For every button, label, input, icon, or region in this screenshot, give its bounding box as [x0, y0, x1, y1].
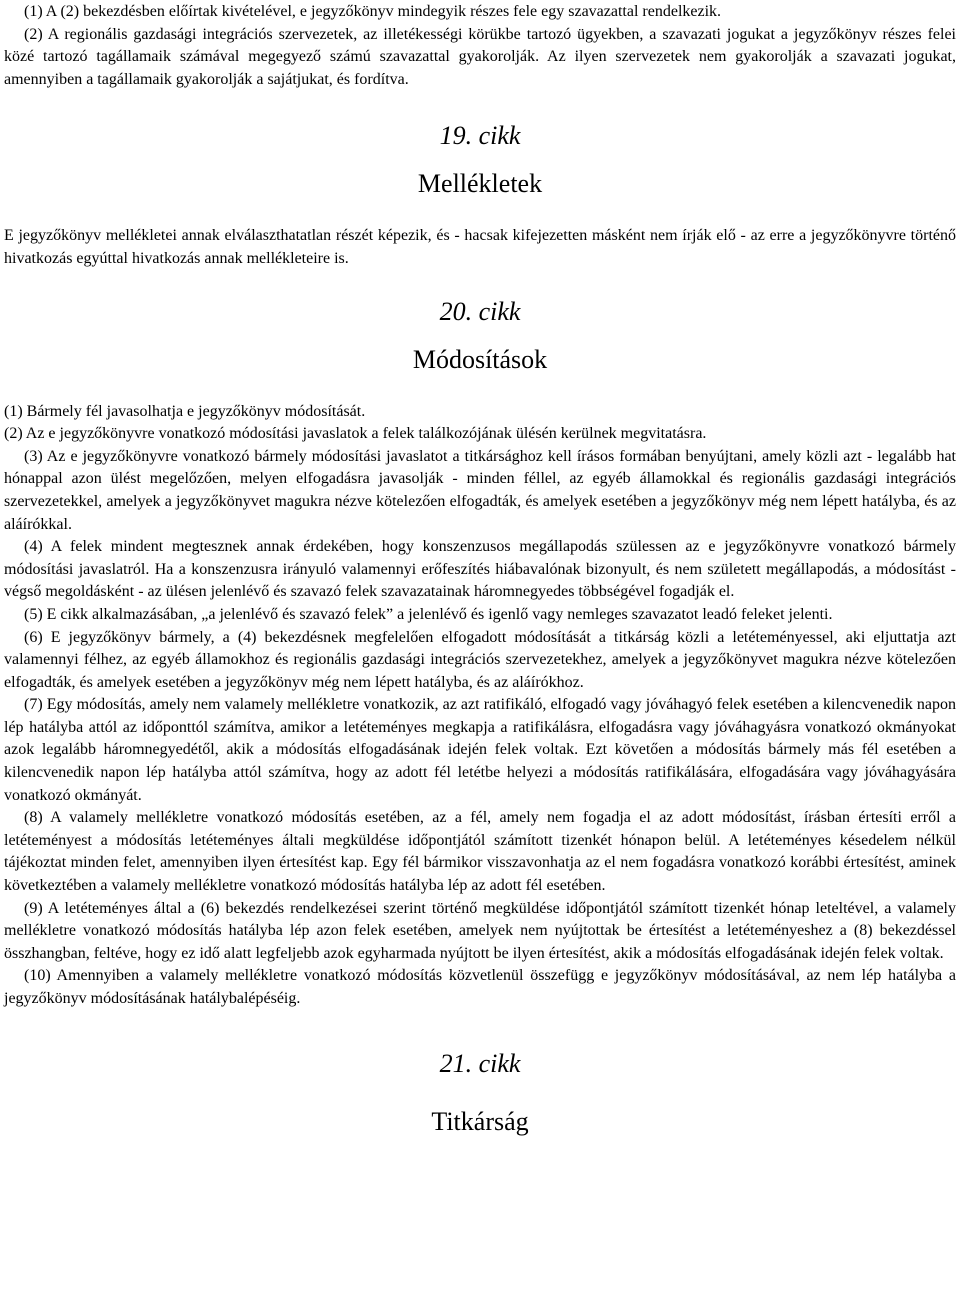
- paragraph-voting-2: (2) A regionális gazdasági integrációs szervezetek, az illetékességi körükbe tartozó ügyekben, a szavazati jogukat a jegyzőkönyv részes felei közé tartozó tagállamaik számával megegyező számú szavazattal gyakorolják. Az ilyen szervezetek nem gyakorolják a szavazati jogukat, amennyiben a tagállamaik gyakorolják a sajátjukat, és fordítva.: [4, 25, 956, 88]
- article-20-paragraph-8: (8) A valamely mellékletre vonatkozó módosítás esetében, az a fél, amely nem fogadja el az adott módosítást, írásban értesíti erről a letéteményest a módosítás letéteményes általi megküldése időpontjától számított tizenkét hónapon belül. A letéteményes késedelem nélkül tájékoztat minden felet, amennyiben ilyen értesítést kap. Egy fél bármikor visszavonhatja az el nem fogadásra vonatkozó korábbi értesítést, aminek következtében a valamely mellékletre vonatkozó módosítás hatályba lép az adott fél esetében.: [4, 809, 956, 895]
- article-19-title: Mellékletek: [417, 169, 543, 199]
- article-20-paragraph-9: (9) A letéteményes által a (6) bekezdés rendelkezései szerint történő megküldése időpontjától számított tizenkét hónap leteltével, a valamely mellékletre vonatkozó módosítás hatályba lép azon felek esetében, amelyek nem nyújtottak be értesítést a letéteményeshez a (8) bekezdéssel összhangban, feltéve, hogy ez idő alatt legfeljebb azok egyharmada nyújtott be ilyen értesítést, akik a módosítás elfogadásának idején felek voltak.: [4, 899, 956, 962]
- paragraph-voting-1: (1) A (2) bekezdésben előírtak kivételével, e jegyzőkönyv mindegyik részes fele egy szavazattal rendelkezik.: [24, 3, 722, 20]
- article-21-number: 21. cikk: [439, 1048, 521, 1078]
- article-20-paragraph-2: (2) Az e jegyzőkönyvre vonatkozó módosítási javaslatok a felek találkozójának ülésén kerülnek megvitatásra.: [4, 425, 707, 443]
- article-20-paragraph-7: (7) Egy módosítás, amely nem valamely mellékletre vonatkozik, az azt ratifikáló, elfogadó vagy jóváhagyó felek esetében a kilencvenedik napon lép hatályba attól az időponttól számítva, amikor a letéteményes megkapja a ratifikálásra, elfogadásra vagy jóváhagyásra vonatkozó okmányokat azok legalább háromnegyedétől, akik a módosítás elfogadásának idején felek voltak. Ezt követően a módosítás bármely más fél esetében a kilencvenedik napon lép hatályba attól számítva, hogy az adott fél letétbe helyezi a módosítás ratifikálására, elfogadására vagy jóváhagyására vonatkozó okmányát.: [4, 696, 956, 804]
- article-20-title: Módosítások: [412, 344, 548, 374]
- article-20-paragraph-4: (4) A felek mindent megtesznek annak érdekében, hogy konszenzusos megállapodás szülessen az e jegyzőkönyvre vonatkozó bármely módosítási javaslatról. Ha a konszenzusra irányuló valamennyi erőfeszítés hiábavalónak bizonyult, és nem született megállapodás, a módosítást - végső megoldásként - az ülésen jelenlévő és szavazó felek szavazatainak háromnegyedes többségével fogadják el.: [4, 538, 956, 601]
- article-20-paragraph-1: (1) Bármely fél javasolhatja e jegyzőkönyv módosítását.: [4, 402, 366, 420]
- article-20-paragraph-10: (10) Amennyiben a valamely mellékletre vonatkozó módosítás közvetlenül összefügg e jegyzőkönyv módosításával, az nem lép hatályba a jegyzőkönyv módosításának hatálybalépéséig.: [4, 967, 956, 1007]
- article-20-paragraph-5: (5) E cikk alkalmazásában, „a jelenlévő és szavazó felek” a jelenlévő és igenlő vagy nemleges szavazatot leadó feleket jelenti.: [24, 605, 833, 623]
- article-19-number: 19. cikk: [439, 121, 521, 151]
- article-19-paragraph: E jegyzőkönyv mellékletei annak elválaszthatatlan részét képezik, és - hacsak kifejezetten másként nem írják elő - az erre a jegyzőkönyvre történő hivatkozás egyúttal hivatkozás annak mellékleteire is.: [4, 227, 956, 267]
- article-20-paragraph-6: (6) E jegyzőkönyv bármely, a (4) bekezdésnek megfelelően elfogadott módosítását a titkárság közli a letéteményessel, aki eljuttatja azt valamennyi félhez, az egyéb államokhoz és regionális gazdasági integrációs szervezetekhez, amelyek a jegyzőkönyvet magukra nézve kötelezően elfogadták, és amelyek esetében a jegyzőkönyv még nem lépett hatályba, és az aláírókhoz.: [4, 628, 956, 691]
- article-21-title: Titkárság: [431, 1106, 529, 1136]
- article-20-number: 20. cikk: [439, 296, 521, 326]
- article-20-paragraph-3: (3) Az e jegyzőkönyvre vonatkozó bármely módosítási javaslatot a titkársághoz kell írásos formában benyújtani, amely közli azt - legalább hat hónappal azon ülést megelőzően, melyen elfogadásra javasolják - minden féllel, az egyéb államokkal és regionális gazdasági integrációs szervezetekkel, amelyek a jegyzőkönyvet magukra nézve kötelezően elfogadták, és amelyek esetében a jegyzőkönyv még nem lépett hatályba, és az aláírókkal.: [4, 447, 956, 533]
